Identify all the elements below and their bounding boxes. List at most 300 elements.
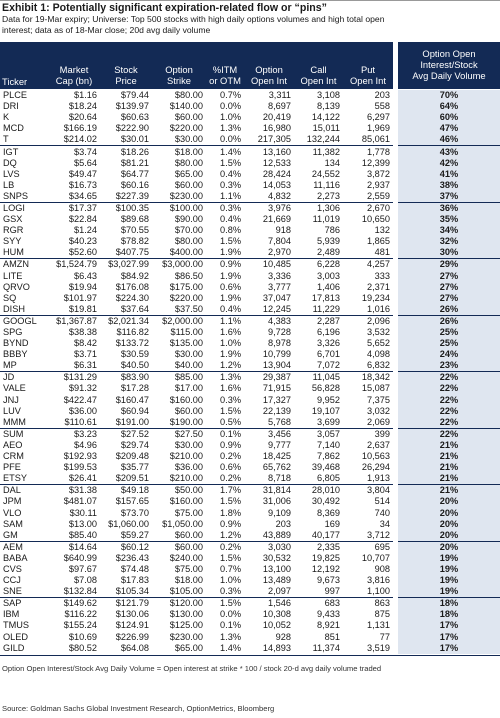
value-cell: 13,489 xyxy=(262,575,291,586)
value-cell: 1.9% xyxy=(220,270,241,281)
value-cell: 10,052 xyxy=(262,620,291,631)
value-cell: 1.2% xyxy=(220,529,241,540)
ticker-cell: DQ xyxy=(3,157,17,168)
table-row xyxy=(0,315,393,327)
value-cell: $40.23 xyxy=(68,236,97,247)
value-cell: $7.08 xyxy=(74,575,97,586)
value-cell: $38.38 xyxy=(68,327,97,338)
value-cell: 2,335 xyxy=(294,541,343,553)
value-cell: $130.06 xyxy=(115,609,149,620)
value-cell: $73.70 xyxy=(120,507,149,518)
value-cell: $640.99 xyxy=(63,552,97,563)
exhibit-title: Exhibit 1: Potentially significant expiration-related flow or “pins” xyxy=(2,2,327,14)
value-cell: 4,383 xyxy=(244,315,294,327)
value-cell: $1.16 xyxy=(74,90,97,101)
value-cell: 5,768 xyxy=(268,416,291,427)
value-cell: 134 xyxy=(324,157,340,168)
value-cell: 12,399 xyxy=(361,157,390,168)
ticker-cell: TMUS xyxy=(3,620,30,631)
value-cell: 851 xyxy=(324,631,340,642)
ticker-cell: ETSY xyxy=(3,473,27,484)
value-cell: $30.00 xyxy=(174,439,203,450)
value-cell: 6,701 xyxy=(317,349,340,360)
ratio-row xyxy=(398,271,500,282)
value-cell: 30,492 xyxy=(311,496,340,507)
value-cell: 7,375 xyxy=(367,394,390,405)
value-cell: 1.9% xyxy=(220,349,241,360)
table-row xyxy=(0,372,393,384)
value-cell: 3,032 xyxy=(367,405,390,416)
value-cell: 2,670 xyxy=(343,202,393,214)
value-cell: 1,546 xyxy=(244,598,294,610)
ticker-cell: DRI xyxy=(3,101,19,112)
value-cell: 1.4% xyxy=(206,146,244,158)
value-cell: 1.3% xyxy=(220,123,241,134)
value-cell: $60.94 xyxy=(120,405,149,416)
table-row xyxy=(0,519,393,530)
value-cell: 0.9% xyxy=(220,439,241,450)
value-cell: $64.08 xyxy=(120,642,149,653)
value-cell: 0.4% xyxy=(220,168,241,179)
ratio-cell: 70% xyxy=(398,90,500,101)
ratio-cell: 21% xyxy=(398,473,500,485)
value-cell: 1.0% xyxy=(220,338,241,349)
value-cell: 2,069 xyxy=(367,416,390,427)
value-cell: $132.84 xyxy=(63,586,97,597)
value-cell: $130.00 xyxy=(169,609,203,620)
ratio-cell: 22% xyxy=(398,406,500,417)
value-cell: 13,904 xyxy=(262,360,291,371)
value-cell: $60.00 xyxy=(174,112,203,123)
value-cell: $50.00 xyxy=(152,485,206,497)
value-cell: 2,937 xyxy=(367,179,390,190)
value-cell: 6,228 xyxy=(294,259,343,271)
value-cell: $27.52 xyxy=(100,428,152,440)
value-cell: 0.3% xyxy=(220,179,241,190)
header-itm-otm: %ITM or OTM xyxy=(209,64,241,86)
value-cell: $105.34 xyxy=(115,586,149,597)
value-cell: 1.1% xyxy=(206,315,244,327)
value-cell: $18.24 xyxy=(68,101,97,112)
value-cell: $40.00 xyxy=(174,360,203,371)
value-cell: 7,862 xyxy=(317,451,340,462)
value-cell: 2,489 xyxy=(317,247,340,258)
value-cell: 1,131 xyxy=(367,620,390,631)
value-cell: 11,045 xyxy=(294,372,343,384)
ratio-cell: 27% xyxy=(398,282,500,293)
header-ratio: Option Open Interest/Stock Avg Daily Volume xyxy=(412,48,486,81)
value-cell: 695 xyxy=(343,541,393,553)
value-cell: 1,100 xyxy=(367,586,390,597)
ticker-cell: BABA xyxy=(3,552,28,563)
value-cell: 908 xyxy=(374,563,390,574)
value-cell: $60.00 xyxy=(174,179,203,190)
value-cell: 9,433 xyxy=(317,609,340,620)
ticker-cell: PFE xyxy=(3,462,21,473)
ratio-row xyxy=(398,158,500,169)
ratio-cell: 17% xyxy=(398,643,500,654)
table-row xyxy=(0,598,393,610)
ticker-cell: K xyxy=(3,112,10,123)
ratio-row xyxy=(398,236,500,247)
value-cell: $175.00 xyxy=(169,281,203,292)
value-cell: 0.9% xyxy=(220,518,241,529)
ratio-cell: 34% xyxy=(398,225,500,236)
value-cell: 1.1% xyxy=(220,190,241,201)
value-cell: 132,244 xyxy=(306,134,340,145)
value-cell: 13,100 xyxy=(262,563,291,574)
value-cell: $5.64 xyxy=(74,157,97,168)
value-cell: $37.50 xyxy=(174,303,203,314)
value-cell: 0.0% xyxy=(220,101,241,112)
value-cell: 10,563 xyxy=(361,451,390,462)
value-cell: 0.4% xyxy=(220,303,241,314)
ratio-row xyxy=(398,338,500,349)
ratio-cell: 18% xyxy=(398,609,500,620)
ratio-row xyxy=(398,101,500,112)
ratio-cell: 60% xyxy=(398,112,500,123)
value-cell: 19,234 xyxy=(361,292,390,303)
ratio-row xyxy=(398,146,500,158)
value-cell: $2,000.00 xyxy=(152,315,206,327)
table-row xyxy=(0,90,393,101)
value-cell: 0.2% xyxy=(220,473,241,484)
value-cell: 1.7% xyxy=(206,485,244,497)
value-cell: 1.0% xyxy=(220,575,241,586)
value-cell: 0.8% xyxy=(220,225,241,236)
value-cell: 3,030 xyxy=(244,541,294,553)
value-cell: 1.0% xyxy=(220,112,241,123)
ratio-cell: 25% xyxy=(398,338,500,349)
value-cell: $17.83 xyxy=(120,575,149,586)
value-cell: $85.40 xyxy=(68,529,97,540)
ratio-cell: 37% xyxy=(398,191,500,203)
ticker-cell: LB xyxy=(3,179,15,190)
value-cell: $20.64 xyxy=(68,112,97,123)
value-cell: $199.53 xyxy=(63,462,97,473)
value-cell: $78.82 xyxy=(120,236,149,247)
value-cell: 8,921 xyxy=(317,620,340,631)
value-cell: 2,637 xyxy=(367,439,390,450)
ratio-row xyxy=(398,180,500,191)
value-cell: 14,122 xyxy=(311,112,340,123)
value-cell: $222.90 xyxy=(115,123,149,134)
value-cell: $157.65 xyxy=(115,496,149,507)
value-cell: $97.67 xyxy=(68,563,97,574)
ratio-row xyxy=(398,293,500,304)
ratio-cell: 26% xyxy=(398,315,500,327)
ratio-cell: 20% xyxy=(398,496,500,507)
value-cell: $83.90 xyxy=(100,372,152,384)
ticker-cell: LVS xyxy=(3,168,20,179)
ticker-cell: LUV xyxy=(3,405,21,416)
value-cell: $27.50 xyxy=(152,428,206,440)
ticker-cell: MMM xyxy=(3,416,26,427)
options-table xyxy=(0,90,393,654)
table-row xyxy=(0,180,393,191)
ticker-cell: IGT xyxy=(0,146,48,158)
value-cell: $3.23 xyxy=(48,428,100,440)
value-cell: $481.07 xyxy=(63,496,97,507)
value-cell: $37.64 xyxy=(120,303,149,314)
value-cell: 11,374 xyxy=(312,642,340,653)
ticker-cell: SNPS xyxy=(3,190,29,201)
ticker-cell: SAM xyxy=(3,518,23,529)
value-cell: 10,799 xyxy=(262,349,291,360)
value-cell: 9,952 xyxy=(317,394,340,405)
table-header xyxy=(0,42,393,89)
value-cell: 0.7% xyxy=(220,90,241,101)
bottom-rule xyxy=(0,655,500,656)
table-row xyxy=(0,282,393,293)
value-cell: $31.38 xyxy=(48,485,100,497)
value-cell: $149.62 xyxy=(48,598,100,610)
value-cell: $209.51 xyxy=(115,473,149,484)
value-cell: 3,699 xyxy=(317,416,340,427)
value-cell: 1.6% xyxy=(220,327,241,338)
value-cell: 40,177 xyxy=(311,529,340,540)
ratio-row xyxy=(398,112,500,123)
value-cell: 3,311 xyxy=(268,90,291,101)
value-cell: 3,519 xyxy=(367,642,390,653)
table-row xyxy=(0,428,393,440)
value-cell: 1.3% xyxy=(220,631,241,642)
value-cell: 997 xyxy=(324,586,340,597)
value-cell: 558 xyxy=(374,101,390,112)
ratio-cell: 30% xyxy=(398,247,500,259)
ticker-cell: CCJ xyxy=(3,575,21,586)
ratio-row xyxy=(398,360,500,372)
ticker-cell: SNE xyxy=(3,586,22,597)
ratio-cell: 43% xyxy=(398,146,500,158)
table-row xyxy=(0,586,393,598)
value-cell: $18.00 xyxy=(174,575,203,586)
value-cell: 4,832 xyxy=(268,190,291,201)
ratio-row xyxy=(398,462,500,473)
value-cell: $166.19 xyxy=(63,123,97,134)
value-cell: $115.00 xyxy=(170,327,203,338)
table-row xyxy=(0,259,393,271)
value-cell: 3,872 xyxy=(367,168,390,179)
ratio-cell: 19% xyxy=(398,564,500,575)
ratio-row xyxy=(398,406,500,417)
ticker-cell: SQ xyxy=(3,292,17,303)
value-cell: $6.43 xyxy=(74,270,97,281)
value-cell: 217,305 xyxy=(257,134,291,145)
ratio-header xyxy=(398,42,500,89)
ticker-cell: CVS xyxy=(3,563,22,574)
value-cell: 18,342 xyxy=(343,372,393,384)
value-cell: 1.8% xyxy=(220,507,241,518)
value-cell: $224.30 xyxy=(115,292,149,303)
value-cell: 11,229 xyxy=(312,303,340,314)
value-cell: $80.52 xyxy=(68,642,97,653)
ratio-row xyxy=(398,169,500,180)
ratio-cell: 23% xyxy=(398,360,500,372)
ratio-row xyxy=(398,428,500,440)
header-call-open-int: Call Open Int xyxy=(300,64,337,86)
ratio-cell: 27% xyxy=(398,293,500,304)
ratio-cell: 47% xyxy=(398,123,500,134)
header-option-strike: Option Strike xyxy=(165,64,193,86)
header-put-open-int: Put Open Int xyxy=(350,64,386,86)
table-row xyxy=(0,496,393,507)
value-cell: 3,804 xyxy=(343,485,393,497)
value-cell: 16,980 xyxy=(262,123,291,134)
ticker-cell: JPM xyxy=(3,496,22,507)
ratio-row xyxy=(398,123,500,134)
value-cell: 3,816 xyxy=(367,575,390,586)
table-row xyxy=(0,349,393,360)
value-cell: $3.71 xyxy=(74,349,97,360)
table-row xyxy=(0,123,393,134)
ratio-row xyxy=(398,632,500,643)
value-cell: 6,805 xyxy=(317,473,340,484)
value-cell: $30.59 xyxy=(120,349,149,360)
value-cell: $422.47 xyxy=(63,394,97,405)
ticker-cell: JNJ xyxy=(3,394,19,405)
value-cell: $226.99 xyxy=(115,631,149,642)
ratio-row xyxy=(398,191,500,203)
value-cell: $8.42 xyxy=(74,338,97,349)
value-cell: 19,825 xyxy=(311,552,340,563)
table-row xyxy=(0,451,393,462)
value-cell: $86.50 xyxy=(174,270,203,281)
value-cell: 1.5% xyxy=(220,405,241,416)
value-cell: $4.96 xyxy=(74,439,97,450)
ratio-row xyxy=(398,530,500,542)
value-cell: $65.00 xyxy=(174,642,203,653)
table-row xyxy=(0,417,393,429)
ticker-cell: RGR xyxy=(3,225,24,236)
ratio-row xyxy=(398,134,500,146)
table-row xyxy=(0,473,393,485)
table-row xyxy=(0,112,393,123)
ticker-cell: VLO xyxy=(3,507,22,518)
value-cell: $36.00 xyxy=(68,405,97,416)
ticker-cell: SAP xyxy=(0,598,48,610)
value-cell: $10.69 xyxy=(68,631,97,642)
value-cell: $6.31 xyxy=(74,360,97,371)
ratio-cell: 19% xyxy=(398,575,500,586)
value-cell: 1.4% xyxy=(220,642,241,653)
value-cell: $140.00 xyxy=(169,101,203,112)
value-cell: 17,813 xyxy=(311,292,340,303)
table-row xyxy=(0,575,393,586)
value-cell: 1.2% xyxy=(220,360,241,371)
value-cell: $60.12 xyxy=(100,541,152,553)
value-cell: 3,712 xyxy=(367,529,390,540)
value-cell: 17,327 xyxy=(262,394,291,405)
ticker-cell: SUM xyxy=(0,428,48,440)
ratio-cell: 22% xyxy=(398,383,500,394)
value-cell: 18,425 xyxy=(262,451,291,462)
value-cell: 1,778 xyxy=(343,146,393,158)
ratio-row xyxy=(398,575,500,586)
value-cell: $60.00 xyxy=(174,405,203,416)
table-row xyxy=(0,530,393,542)
ticker-cell: CRM xyxy=(3,451,24,462)
value-cell: 13,160 xyxy=(244,146,294,158)
value-cell: 0.2% xyxy=(220,451,241,462)
ticker-cell: GM xyxy=(3,529,18,540)
value-cell: $160.00 xyxy=(169,496,203,507)
value-cell: 3,326 xyxy=(317,338,340,349)
table-row xyxy=(0,236,393,247)
ratio-row xyxy=(398,553,500,564)
ratio-cell: 22% xyxy=(398,428,500,440)
value-cell: $36.00 xyxy=(174,462,203,473)
value-cell: 7,072 xyxy=(317,360,340,371)
value-cell: $240.00 xyxy=(169,552,203,563)
ratio-row xyxy=(398,440,500,451)
ratio-cell: 41% xyxy=(398,169,500,180)
table-row xyxy=(0,327,393,338)
ticker-cell: BBBY xyxy=(3,349,28,360)
value-cell: $49.47 xyxy=(68,168,97,179)
value-cell: $89.68 xyxy=(120,214,149,225)
value-cell: 10,308 xyxy=(262,609,291,620)
ratio-row xyxy=(398,598,500,610)
value-cell: $1,367.87 xyxy=(48,315,100,327)
value-cell: $17.37 xyxy=(48,202,100,214)
value-cell: 0.0% xyxy=(220,609,241,620)
value-cell: $64.77 xyxy=(120,168,149,179)
ticker-cell: OLED xyxy=(3,631,29,642)
value-cell: 10,707 xyxy=(361,552,390,563)
ratio-row xyxy=(398,496,500,507)
value-cell: $210.00 xyxy=(169,451,203,462)
value-cell: $191.00 xyxy=(115,416,149,427)
top-rule xyxy=(0,0,500,1)
value-cell: 8,139 xyxy=(317,101,340,112)
value-cell: 15,011 xyxy=(312,123,340,134)
value-cell: $139.97 xyxy=(115,101,149,112)
ticker-cell: QRVO xyxy=(3,281,30,292)
value-cell: $1.24 xyxy=(74,225,97,236)
value-cell: 11,116 xyxy=(313,179,340,190)
value-cell: 85,061 xyxy=(361,134,390,145)
ratio-row xyxy=(398,395,500,406)
ticker-cell: DAL xyxy=(0,485,48,497)
ratio-cell: 46% xyxy=(398,134,500,146)
value-cell: $74.48 xyxy=(120,563,149,574)
value-cell: $70.55 xyxy=(120,225,149,236)
table-row xyxy=(0,553,393,564)
ticker-cell: MCD xyxy=(3,123,24,134)
value-cell: $30.01 xyxy=(120,134,149,145)
table-row xyxy=(0,338,393,349)
value-cell: 10,650 xyxy=(361,214,390,225)
value-cell: 203 xyxy=(374,90,390,101)
value-cell: $116.82 xyxy=(116,327,149,338)
value-cell: 31,814 xyxy=(244,485,294,497)
value-cell: $192.93 xyxy=(63,451,97,462)
ticker-cell: GSX xyxy=(3,214,23,225)
value-cell: 1.6% xyxy=(220,383,241,394)
value-cell: 169 xyxy=(324,518,340,529)
ratio-cell: 20% xyxy=(398,507,500,518)
ratio-cell: 38% xyxy=(398,180,500,191)
value-cell: 0.4% xyxy=(220,214,241,225)
value-cell: 514 xyxy=(374,496,390,507)
value-cell: 1.5% xyxy=(220,552,241,563)
value-cell: 0.7% xyxy=(220,563,241,574)
value-cell: 0.3% xyxy=(206,202,244,214)
ratio-row xyxy=(398,417,500,429)
value-cell: $80.00 xyxy=(174,157,203,168)
ratio-cell: 27% xyxy=(398,271,500,282)
